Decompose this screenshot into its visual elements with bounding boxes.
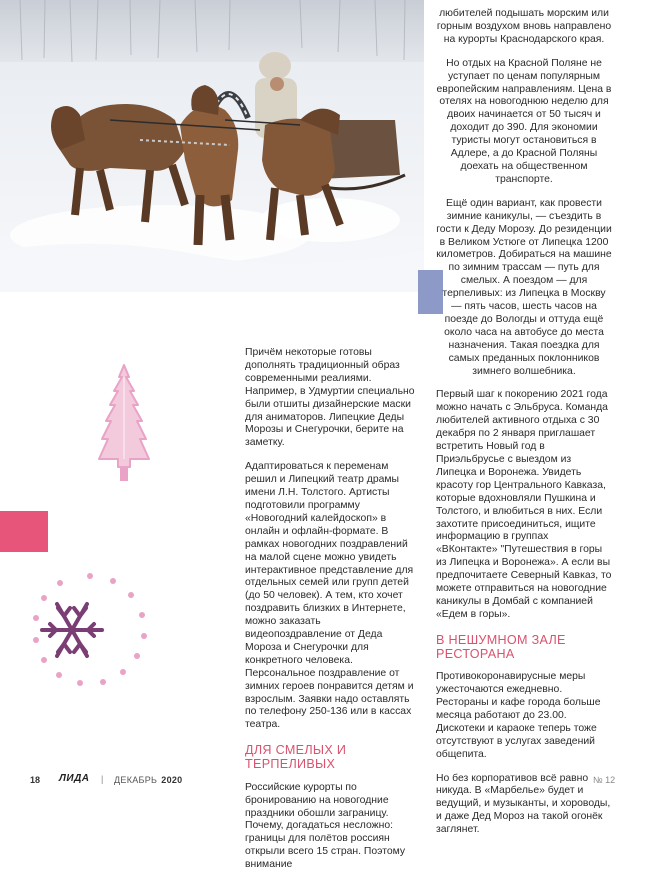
paragraph: Но без корпоративов всё равно никуда. В «Марбелье» будет и ведущий, и музыканты, и хороводы, и даже Дед Мороз на такой огонёк заглянет. [436, 772, 611, 836]
paragraph: Адаптироваться к переменам решил и Липецкий театр драмы имени Л.Н. Толстого. Артисты подготовили программу «Новогодний калейдоскоп» в онлайн и офлайн-формате. В рамках новогодних поздравлений на малой сцене можно увидеть интерактивное представление для отдельных семей или групп детей (до 50 человек). А тем, кто хочет поздравить близких в Интернете, можно заказать видеопоздравление от Деда Мороза и Снегурочки для конкретного человека. Персональное поздравление от зимних героев понравится детям и взрослым. Заявки надо оставлять по телефону 250-136 или в кассах театра. [245, 461, 414, 731]
page-number: 18 [30, 775, 41, 785]
paragraph: Но отдых на Красной Поляне не уступает по ценам популярным европейским направлениям. Цена в отелях на новогоднюю неделю для двоих начинается от 50 тысяч и доходит до 390. Для экономии туристы могут остановиться в Адлере, а до Красной Поляны доехать на общественном транспорте. [436, 57, 612, 185]
left-text-column [245, 347, 420, 883]
section-heading: В НЕШУМНОМ ЗАЛЕ РЕСТОРАНА [436, 632, 566, 661]
footer-separator: | [101, 774, 104, 784]
photo-troika-in-snow [0, 0, 424, 292]
paragraph: Первый шаг к покорению 2021 года можно начать с Эльбруса. Команда любителей активного отдыха с 30 декабря по 2 января приглашает встретить Новый год в Приэльбрусье с выездом из Липецка и Воронежа. Увидеть красоту гор Центрального Кавказа, которые вдохновляли Пушкина и Толстого, и влюбиться в них. Если захотите присоединиться, ищите информацию в группах «ВКонтакте» "Путешествия в горы из Липецка и Воронежа». А если вы предпочитаете Северный Кавказ, то можете отправиться на новогодние каникулы в Домбай с компанией «Едем в горы». [436, 389, 612, 620]
magazine-logo: ЛИДА [59, 773, 90, 784]
issue-number: № 12 [593, 775, 616, 785]
decorative-pink-rectangle [0, 511, 48, 552]
paragraph: Противокоронавирусные меры ужесточаются ежедневно. Рестораны и кафе города больше месяца работают до 23.00. Дискотеки и караоке теперь тоже отсутствуют в услугах заведений общепита. [436, 671, 601, 760]
christmas-tree-icon [96, 363, 152, 489]
issue-date [114, 775, 183, 785]
paragraph: Причём некоторые готовы дополнять традиционный образ современными реалиями. Например, в Удмуртии специально были отшиты дизайнерские маски для аниматоров. Липецкие Деды Морозы и Снегурочки, берите на заметку. [245, 347, 415, 449]
right-text-column [436, 8, 612, 848]
issue-month: ДЕКАБРЬ [114, 775, 158, 785]
snowflake-icon [30, 570, 150, 690]
section-heading: ДЛЯ СМЕЛЫХ И ТЕРПЕЛИВЫХ [245, 743, 347, 772]
issue-year: 2020 [161, 775, 183, 785]
paragraph: Российские курорты по бронированию на новогодние праздники обошли заграницу. Почему, догадаться несложно: границы для полётов россиян открыли всего 15 стран. Поэтому внимание [245, 781, 406, 871]
photo-illustration [0, 0, 424, 292]
paragraph: любителей подышать морским или горным воздухом вновь направлено на курорты Краснодарского края. [436, 8, 612, 45]
page-footer [0, 768, 664, 788]
paragraph: Ещё один вариант, как провести зимние каникулы, — съездить в гости к Деду Морозу. До резиденции в Великом Устюге от Липецка 1200 километров. Добираться на машине по зимним трассам — путь для смелых. А поездом — для терпеливых: из Липецка в Москву — пять часов, шесть часов на поезде до Вологды и оттуда ещё около часа на автобусе до места назначения. Такая поездка для самых преданных поклонников зимнего волшебника. [436, 197, 612, 377]
